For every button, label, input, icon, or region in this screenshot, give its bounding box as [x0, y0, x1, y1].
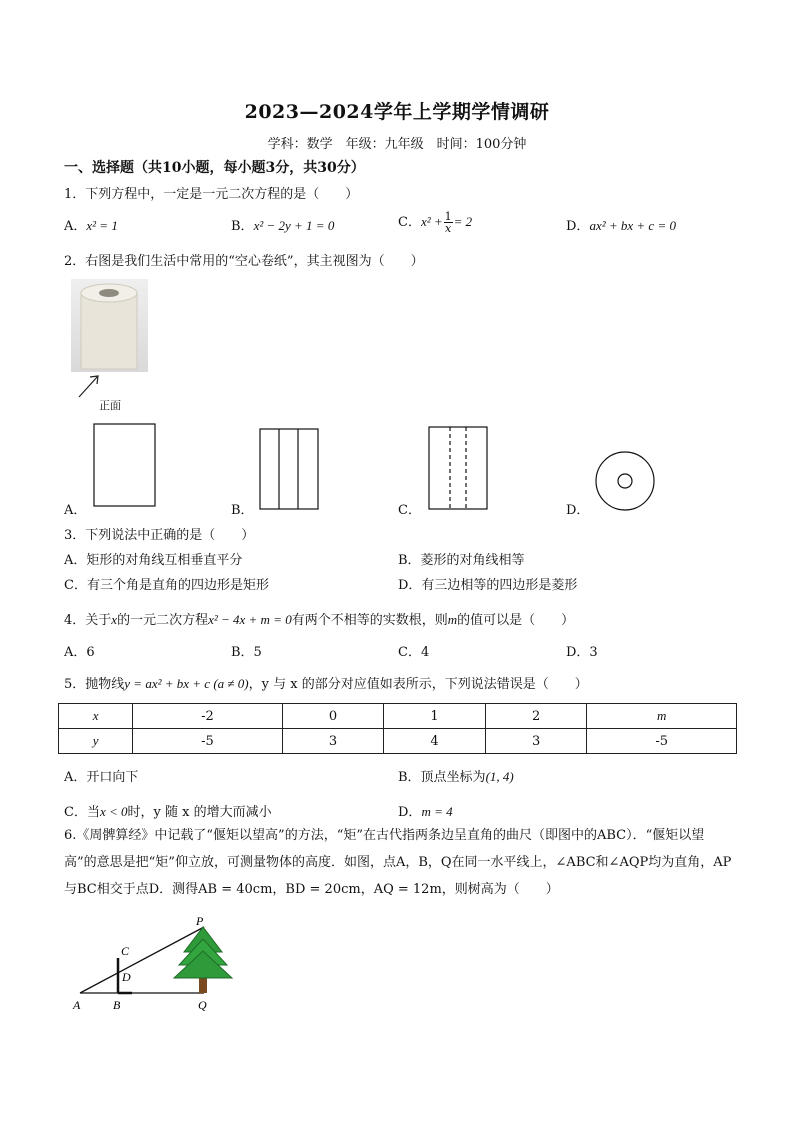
- geometry-figure: [70, 912, 260, 1017]
- q3-option-c[interactable]: C．有三个角是直角的四边形是矩形: [64, 578, 269, 593]
- option-math: (1, 4): [485, 769, 514, 784]
- q2-option-b[interactable]: B．: [231, 503, 254, 518]
- question-1-stem: 1．下列方程中，一定是一元二次方程的是（ ）: [64, 187, 359, 202]
- q2-option-c[interactable]: C．: [398, 503, 421, 518]
- tree-icon: [174, 927, 232, 993]
- stem-math: x: [111, 612, 118, 627]
- stem-text: ，y 与 x 的部分对应值如表所示，下列说法错误是（ ）: [248, 677, 588, 692]
- page-title: 2023—2024学年上学期学情调研: [244, 101, 550, 123]
- table-cell: m: [587, 704, 737, 729]
- q5-option-b[interactable]: [398, 766, 514, 785]
- point-b-label: B: [113, 998, 121, 1012]
- option-label: A．: [64, 219, 87, 234]
- table-cell: x: [59, 704, 133, 729]
- q3-option-a[interactable]: A．矩形的对角线互相垂直平分: [64, 553, 243, 568]
- q3-option-b[interactable]: B．菱形的对角线相等: [398, 553, 525, 568]
- option-label: D．: [398, 805, 422, 820]
- value-table: [58, 703, 737, 754]
- point-q-label: Q: [198, 998, 207, 1012]
- option-math: ax² + bx + c = 0: [589, 218, 676, 233]
- question-6-stem: 6.《周髀算经》中记载了“偃矩以望高”的方法，“矩”在古代指两条边呈直角的曲尺（即图中的ABC）．“偃矩以望高”的意思是把“矩”仰立放，可测量物体的高度．如图，点A，B，Q在同一水平线上，∠ABC和∠AQP均为直角，AP与BC相交于点D．测得AB = 40cm，BD = 20cm，AQ = 12m，则树高为（ ）: [64, 828, 732, 897]
- stem-text: 4．关于: [64, 613, 112, 628]
- q1-option-d[interactable]: [566, 215, 676, 234]
- question-4-stem: [64, 609, 574, 628]
- q5-option-d[interactable]: [398, 801, 453, 820]
- view-c-figure: [425, 423, 495, 513]
- question-5-stem: [64, 673, 588, 692]
- stem-math: y = ax² + bx + c (a ≠ 0): [124, 676, 249, 691]
- fraction-denominator: x: [445, 222, 452, 235]
- arrow-icon: [76, 372, 104, 400]
- stem-text: 的一元二次方程: [117, 613, 209, 628]
- paper-roll-icon: [71, 279, 148, 372]
- fraction-numerator: 1: [444, 210, 452, 223]
- option-label: C．: [398, 215, 421, 230]
- stem-math: x² − 4x + m = 0: [208, 612, 292, 627]
- q5-option-c[interactable]: [64, 801, 272, 820]
- exam-info: 学科：数学 年级：九年级 时间：100分钟: [267, 137, 527, 152]
- option-math: x² +: [420, 214, 443, 229]
- table-cell: -2: [133, 704, 283, 729]
- table-cell: 4: [384, 729, 486, 754]
- option-math: x² − 2y + 1 = 0: [253, 218, 335, 233]
- front-label: 正面: [99, 399, 121, 412]
- paper-roll-photo: [71, 279, 148, 372]
- option-math: x² = 1: [86, 218, 118, 233]
- table-cell: 2: [485, 704, 587, 729]
- option-text: B．顶点坐标为: [398, 770, 486, 785]
- table-cell: y: [59, 729, 133, 754]
- q4-option-c[interactable]: C．4: [398, 645, 430, 660]
- option-text: C．当: [64, 805, 100, 820]
- point-a-label: A: [73, 998, 81, 1012]
- stem-math: m: [447, 612, 458, 627]
- table-row: [59, 729, 737, 754]
- view-a-figure: [90, 420, 160, 510]
- table-cell: -5: [133, 729, 283, 754]
- table-cell: 1: [384, 704, 486, 729]
- option-text: 时，y 随 x 的增大而减小: [127, 805, 272, 820]
- point-c-label: C: [121, 944, 130, 958]
- question-2-stem: 2．右图是我们生活中常用的“空心卷纸”，其主视图为（ ）: [64, 254, 424, 269]
- table-cell: 0: [282, 704, 384, 729]
- q1-option-b[interactable]: [231, 215, 334, 234]
- view-b-figure: [255, 425, 325, 515]
- q2-option-a[interactable]: A．: [64, 503, 87, 518]
- option-math: = 2: [453, 214, 473, 229]
- fraction: [444, 211, 453, 234]
- q2-option-d[interactable]: D．: [566, 503, 590, 518]
- q3-option-d[interactable]: D．有三边相等的四边形是菱形: [398, 578, 578, 593]
- q4-option-d[interactable]: D．3: [566, 645, 598, 660]
- option-label: B．: [231, 219, 254, 234]
- q1-option-c[interactable]: [398, 205, 472, 240]
- option-math: x < 0: [99, 804, 128, 819]
- q4-option-b[interactable]: B．5: [231, 645, 262, 660]
- option-label: D．: [566, 219, 590, 234]
- stem-text: 有两个不相等的实数根，则: [291, 613, 448, 628]
- q1-option-a[interactable]: [64, 215, 118, 234]
- view-d-figure: [592, 448, 658, 514]
- q5-option-a[interactable]: A．开口向下: [64, 770, 139, 785]
- table-cell: -5: [587, 729, 737, 754]
- option-math: m = 4: [421, 804, 453, 819]
- table-cell: 3: [485, 729, 587, 754]
- table-cell: 3: [282, 729, 384, 754]
- point-d-label: D: [122, 970, 131, 984]
- point-p-label: P: [196, 914, 204, 928]
- q4-option-a[interactable]: A．6: [64, 645, 95, 660]
- section-heading: 一、选择题（共10小题，每小题3分，共30分）: [64, 160, 365, 176]
- stem-text: 的值可以是（ ）: [457, 613, 575, 628]
- stem-text: 5．抛物线: [64, 677, 125, 692]
- question-3-stem: 3．下列说法中正确的是（ ）: [64, 528, 255, 543]
- table-row: [59, 704, 737, 729]
